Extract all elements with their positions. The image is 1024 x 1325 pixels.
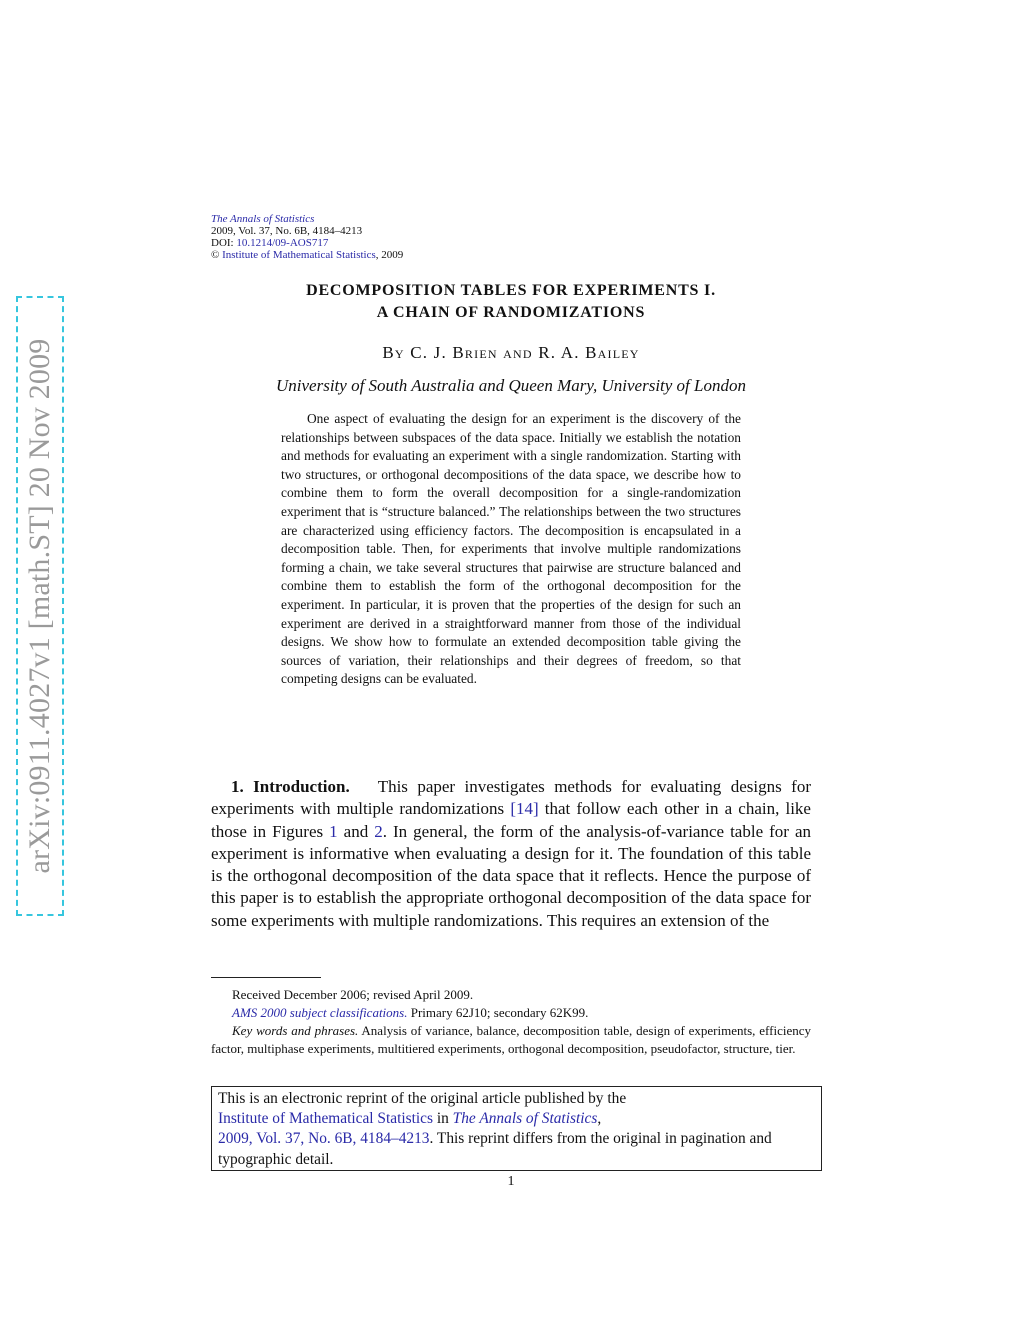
introduction-paragraph [211,776,811,932]
doi-link[interactable]: 10.1214/09-AOS717 [236,237,329,249]
ams-classification [211,1004,811,1022]
publisher-link[interactable]: Institute of Mathematical Statistics [222,249,376,261]
copyright-symbol: © [211,249,220,261]
reprint-journal-link[interactable]: The Annals of Statistics [452,1110,598,1128]
arxiv-identifier: arXiv:0911.4027v1 [math.ST] 20 Nov 2009 [23,338,56,874]
paper-title [211,280,811,324]
figure-link-1[interactable]: 1 [329,821,338,841]
figure-link-2[interactable]: 2 [374,821,383,841]
ams-classification-link[interactable]: AMS 2000 subject classifications. [232,1005,408,1020]
received-note: Received December 2006; revised April 2009. [232,987,474,1002]
intro-text-c: and [337,821,375,841]
title-line-2: A CHAIN OF RANDOMIZATIONS [376,304,646,321]
abstract: One aspect of evaluating the design for an experiment is the discovery of the relationships between subspaces of the data space. Initially we establish the notation and methods for evaluating an experiment with a single randomization. Starting with two structures, or orthogonal decompositions of the data space, we describe how to combine them to form the overall decomposition for a single-randomization experiment that is “structure balanced.” The relationships between the two structures are characterized using efficiency factors. The decomposition is encapsulated in a decomposition table. Then, for experiments that involve multiple randomizations forming a chain, we take several structures that pairwise are structure balanced and combine them to establish the form of the orthogonal decomposition for the experiment. In particular, it is proven that the properties of the design for such an experiment are derived in a straightforward manner from those of the individual designs. We show how to formulate an extended decomposition table giving the sources of variation, their relationships and their degrees of freedom, so that competing designs can be evaluated. [281,411,741,687]
doi-label: DOI: [211,237,237,249]
intro-text-d: . In general, the form of the analysis-of-variance table for an experiment is informative when evaluating a design for it. The foundation of this table is the orthogonal decomposition of the data space that it reflects. Hence the purpose of this paper is to establish the appropriate orthogonal decomposition of the data space for some experiments with multiple randomizations. This requires an extension of the [211,821,812,930]
citation-link-14[interactable]: [14] [510,799,539,819]
reprint-text-after: . This reprint differs from the original in pagination and typographic detail. [218,1130,772,1168]
ams-classification-text: Primary 62J10; secondary 62K99. [407,1005,589,1020]
journal-volume: 2009, Vol. 37, No. 6B, 4184–4213 [211,225,363,237]
reprint-citation-link[interactable]: 2009, Vol. 37, No. 6B, 4184–4213 [218,1130,430,1148]
paper-affiliation: University of South Australia and Queen Mary, University of London [276,376,746,395]
page-number: 1 [507,1174,515,1189]
arxiv-stamp [16,296,64,916]
footnotes [211,986,811,1058]
footnote-rule [211,977,321,978]
reprint-comma: , [597,1110,602,1128]
title-line-1: DECOMPOSITION TABLES FOR EXPERIMENTS I. [306,282,716,299]
journal-name-link[interactable]: The Annals of Statistics [211,213,315,225]
intro-text-a: This paper investigates methods for evaluating designs for experiments with multiple randomizations [211,777,811,819]
paper-authors: By C. J. Brien and R. A. Bailey [382,343,640,362]
reprint-publisher-link[interactable]: Institute of Mathematical Statistics [218,1110,433,1128]
keywords-text: Analysis of variance, balance, decomposition table, design of experiments, efficiency factor, multiphase experiments, multitiered experiments, orthogonal decomposition, pseudofactor, structure, tier. [211,1023,811,1056]
section-heading: 1. Introduction. [231,777,350,796]
keywords-label: Key words and phrases. [232,1023,359,1038]
keywords [211,1022,811,1058]
copyright-year: , 2009 [375,249,404,261]
journal-header [211,213,403,261]
reprint-notice [211,1086,822,1171]
reprint-line-1: This is an electronic reprint of the original article published by the [218,1090,627,1107]
intro-text-b: that follow each other in a chain, like those in Figures [211,799,811,841]
reprint-in: in [433,1110,453,1128]
